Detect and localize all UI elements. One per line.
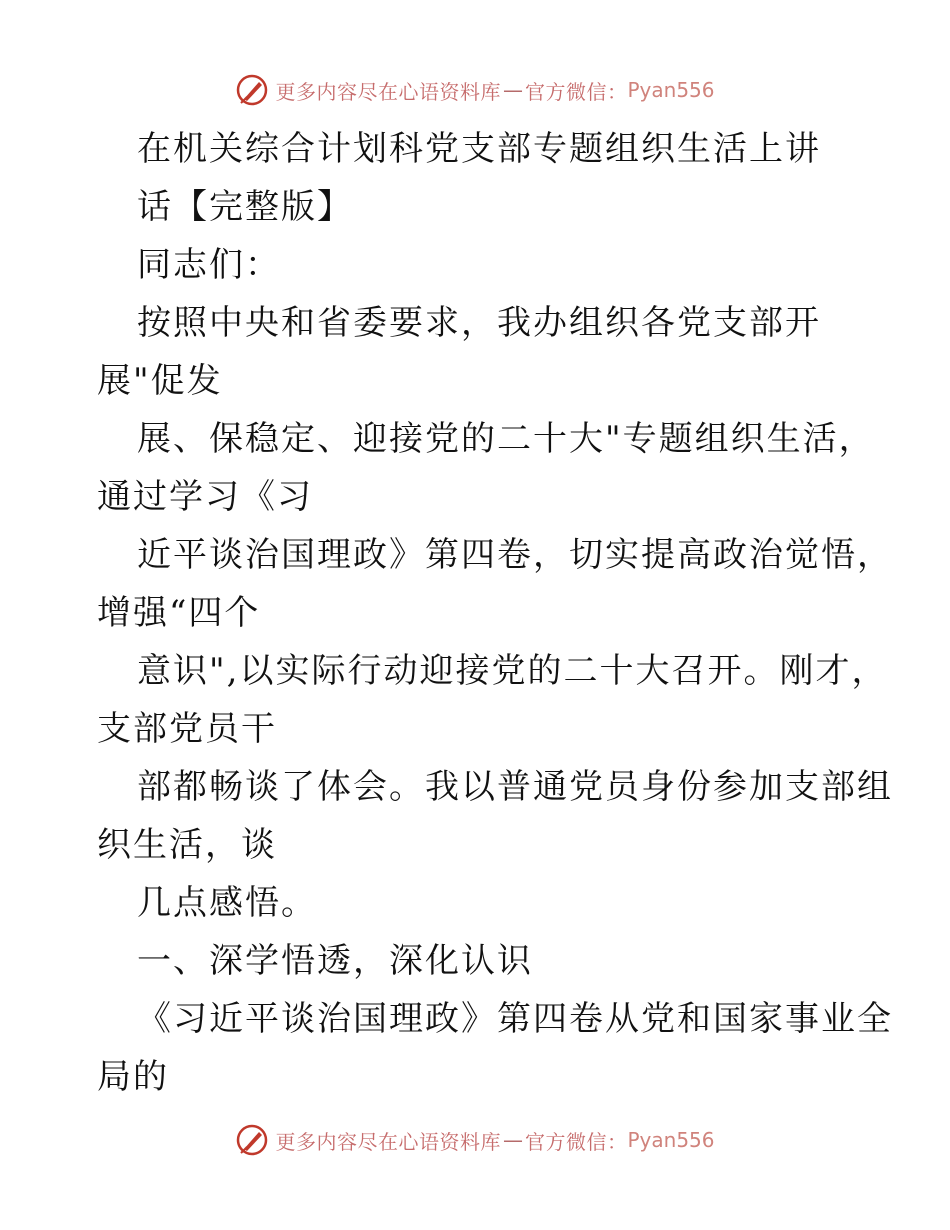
text-line: 织生活，谈 bbox=[97, 825, 277, 865]
text-line: 部都畅谈了体会。我以普通党员身份参加支部组 bbox=[137, 767, 893, 807]
text-line: 通过学习《习 bbox=[97, 477, 313, 517]
banner-dash: — bbox=[502, 78, 523, 102]
text-line: 局的 bbox=[97, 1057, 169, 1097]
banner-dash: — bbox=[502, 1128, 523, 1152]
banner-prefix: 更多内容尽在心语资料库 bbox=[275, 79, 501, 104]
footer-watermark-banner bbox=[0, 1120, 950, 1160]
banner-account-label: 官方微信： bbox=[524, 79, 628, 104]
text-line: 近平谈治国理政》第四卷，切实提高政治觉悟， bbox=[137, 535, 893, 575]
section-heading: 一、深学悟透，深化认识 bbox=[137, 941, 533, 981]
banner-account-id: Pyan556 bbox=[627, 1128, 715, 1152]
text-line: 几点感悟。 bbox=[137, 883, 317, 923]
header-watermark-banner bbox=[0, 70, 950, 110]
banner-account-id: Pyan556 bbox=[627, 78, 715, 102]
quill-logo-icon bbox=[235, 73, 269, 107]
text-line: 支部党员干 bbox=[97, 709, 277, 749]
salutation: 同志们： bbox=[137, 245, 281, 285]
quill-logo-icon bbox=[235, 1123, 269, 1157]
text-line: 按照中央和省委要求，我办组织各党支部开 bbox=[137, 303, 821, 343]
text-line: 《习近平谈治国理政》第四卷从党和国家事业全 bbox=[137, 999, 893, 1039]
text-line: 展、保稳定、迎接党的二十大"专题组织生活， bbox=[137, 419, 875, 459]
text-line: 意识",以实际行动迎接党的二十大召开。刚才， bbox=[137, 651, 888, 691]
banner-prefix: 更多内容尽在心语资料库 bbox=[275, 1129, 501, 1154]
banner-account-label: 官方微信： bbox=[524, 1129, 628, 1154]
text-line: 增强“四个 bbox=[97, 593, 261, 633]
document-body bbox=[97, 120, 897, 1106]
title-line-1: 在机关综合计划科党支部专题组织生活上讲 bbox=[137, 129, 821, 169]
title-line-2: 话【完整版】 bbox=[137, 187, 353, 227]
text-line: 展"促发 bbox=[97, 361, 223, 401]
